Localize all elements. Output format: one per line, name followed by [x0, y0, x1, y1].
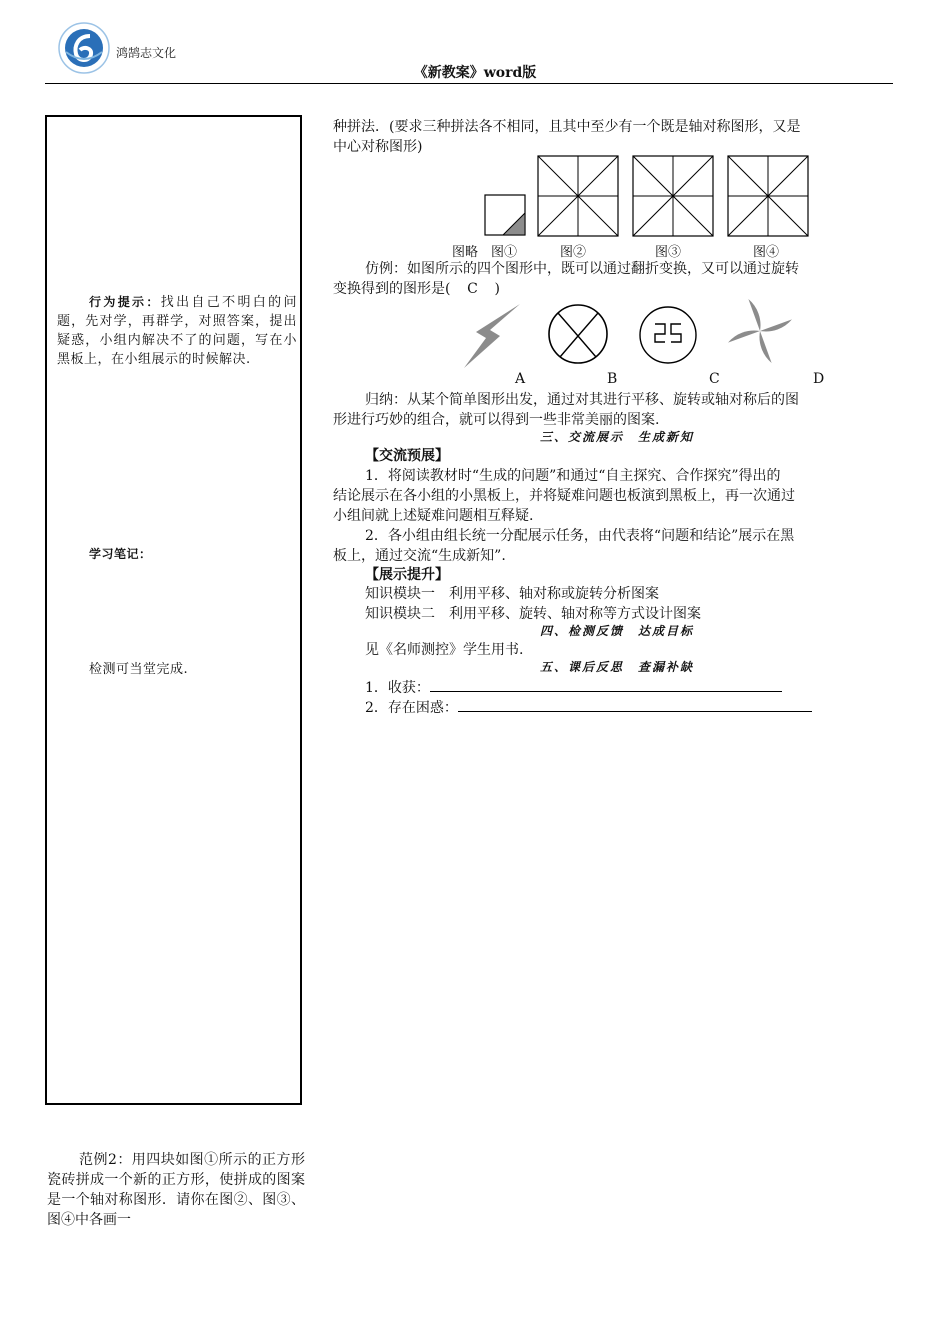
imitate-label: 仿例 — [365, 261, 393, 277]
check-note: 检测可当堂完成. — [89, 662, 189, 677]
brand-name: 鸿鹄志文化 — [116, 46, 177, 60]
harvest-blank-line — [430, 677, 782, 692]
module-1: 知识模块一 利用平移、轴对称或旋转分析图案 — [365, 586, 659, 602]
confusion-label: 2．存在困惑： — [365, 700, 458, 716]
option-c-pattern-icon — [637, 304, 699, 366]
module-2: 知识模块二 利用平移、旋转、轴对称等方式设计图案 — [365, 606, 701, 622]
caption-fig-4: 图④ — [753, 245, 780, 260]
harvest-label: 1．收获： — [365, 680, 430, 696]
imitate-text-1: ：如图所示的四个图形中，既可以通过翻折变换，又可以通过旋转 — [393, 261, 799, 277]
intro-line-1: 种拼法．(要求三种拼法各不相同，且其中至少有一个既是轴对称图形，又是 — [333, 119, 801, 135]
section-5-heading: 五、课后反思 查漏补缺 — [540, 660, 695, 674]
summary-line-1 — [333, 390, 895, 410]
study-notes-label: 学习笔记： — [89, 547, 152, 561]
summary-label: 归纳 — [365, 392, 393, 408]
header-divider — [45, 83, 893, 84]
tip-label: 行为提示： — [89, 295, 161, 309]
example-2-text: 用四块如图①所示的正方形瓷砖拼成一个新的正方形，使拼成的图案是一个轴对称图形．请你在图②、图③、图④中各画一 — [47, 1152, 305, 1228]
document-title: 《新教案》word版 — [413, 65, 537, 81]
imitate-text-2: 变换得到的图形是( — [333, 281, 451, 297]
sidebar-panel — [45, 115, 302, 1105]
caption-fig-2: 图② — [560, 245, 587, 260]
harvest-row — [365, 677, 782, 698]
preview-p1-line-2: 结论展示在各小组的小黑板上，并将疑难问题也板演到黑板上，再一次通过 — [333, 488, 795, 504]
option-d-label: D — [813, 371, 825, 387]
example-2 — [47, 1150, 305, 1230]
option-c-label: C — [709, 371, 720, 387]
caption-omitted: 图略 — [452, 245, 479, 260]
caption-fig-3: 图③ — [655, 245, 682, 260]
imitate-close-paren: ) — [494, 281, 500, 297]
tile-figure-1 — [484, 194, 526, 236]
grid-figure-2 — [537, 155, 619, 237]
imitate-question-line-1 — [333, 259, 895, 279]
option-a-lightning-icon — [462, 302, 522, 370]
option-a-label: A — [515, 371, 526, 387]
imitate-question-line-2 — [333, 279, 500, 299]
preview-p2-line-1: 2．各小组由组长统一分配展示任务，由代表将“问题和结论”展示在黑 — [365, 528, 795, 544]
preview-p2-line-2: 板上，通过交流“生成新知”. — [333, 548, 506, 564]
imitate-answer: C — [467, 281, 478, 297]
behavior-tip — [57, 293, 297, 369]
section-4-heading: 四、检测反馈 达成目标 — [540, 624, 695, 638]
option-d-pinwheel-icon — [724, 296, 796, 366]
summary-text-1: ：从某个简单图形出发，通过对其进行平移、旋转或轴对称后的图 — [393, 392, 799, 408]
tip-text: 找出自己不明白的问题，先对学，再群学，对照答案，提出疑惑，小组内解决不了的问题，写在小黑板上，在小组展示的时候解决. — [57, 295, 297, 367]
option-b-circle-icon — [546, 302, 610, 366]
confusion-blank-line — [458, 697, 812, 712]
option-b-label: B — [607, 371, 618, 387]
preview-p1-line-3: 小组间就上述疑难问题相互释疑. — [333, 508, 534, 524]
grid-figure-4 — [727, 155, 809, 237]
caption-fig-1: 图① — [491, 245, 518, 260]
preview-heading: 【交流预展】 — [365, 448, 449, 464]
summary-line-2: 形进行巧妙的组合，就可以得到一些非常美丽的图案. — [333, 412, 660, 428]
section-3-heading: 三、交流展示 生成新知 — [540, 430, 695, 444]
confusion-row — [365, 697, 812, 718]
preview-p1-line-1: 1．将阅读教材时“生成的问题”和通过“自主探究、合作探究”得出的 — [365, 468, 781, 484]
example-2-label: 范例2： — [79, 1152, 132, 1168]
intro-line-2: 中心对称图形) — [333, 139, 423, 155]
present-heading: 【展示提升】 — [365, 567, 449, 583]
test-text: 见《名师测控》学生用书. — [365, 642, 524, 658]
grid-figure-3 — [632, 155, 714, 237]
